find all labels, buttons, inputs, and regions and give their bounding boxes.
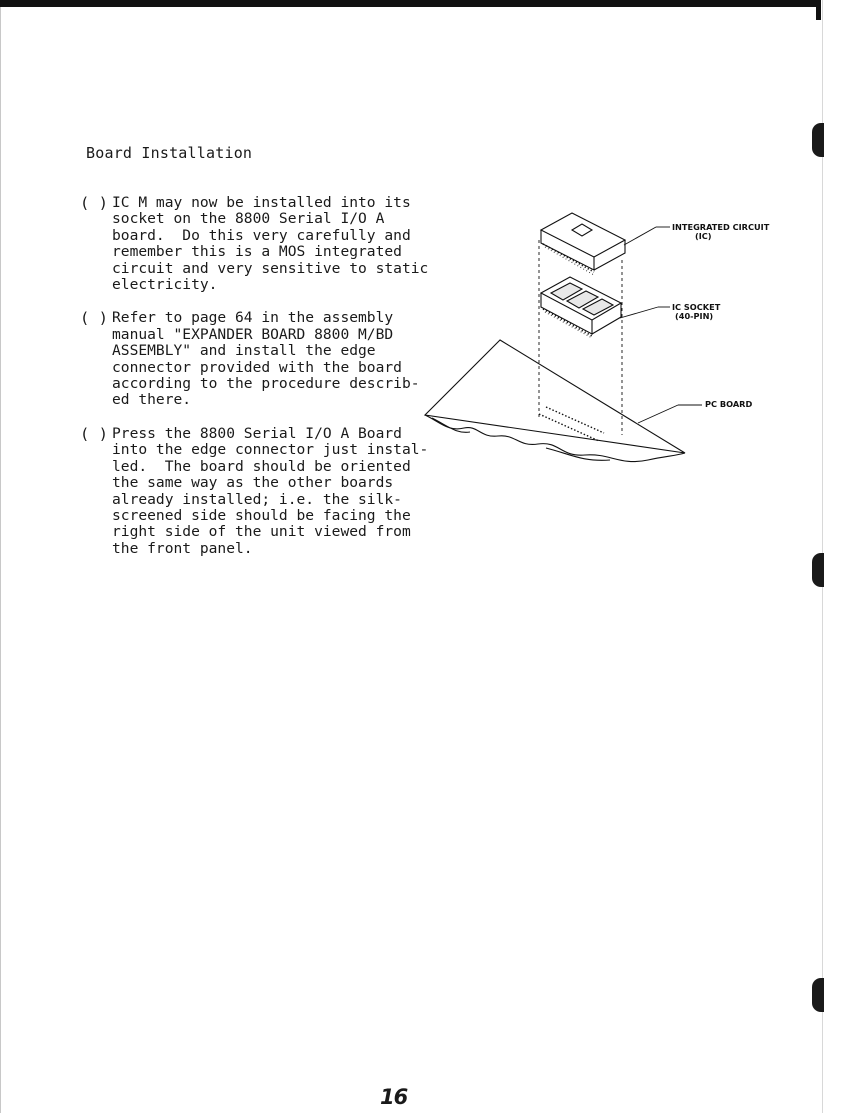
instruction-step <box>80 426 440 557</box>
binder-hole-mark <box>812 553 824 587</box>
top-rule <box>0 0 820 7</box>
step-text: Press the 8800 Serial I/O A Board into the edge connector just instal- led. The board should be oriented the same way as the other boards already installed; i.e. the silk- screened side should be facing the right side of the unit viewed from the front panel. <box>112 424 429 557</box>
step-checkbox: ( ) <box>80 194 108 212</box>
label-ic-abbreviation: (IC) <box>695 231 712 241</box>
step-checkbox: ( ) <box>80 424 108 443</box>
instruction-step <box>80 310 440 408</box>
label-ic-socket-pins: (40-PIN) <box>675 311 714 321</box>
label-integrated-circuit: INTEGRATED CIRCUIT <box>672 222 770 232</box>
step-checkbox: ( ) <box>80 309 108 328</box>
step-text: IC M may now be installed into its socket on the 8800 Serial I/O A board. Do this very carefully and remember this is a MOS integrated circuit and very sensitive to static electricity. <box>112 194 429 294</box>
step-text: Refer to page 64 in the assembly manual "EXPANDER BOARD 8800 M/BD ASSEMBLY" and install the edge connector provided with the board according to the procedure describ- ed there. <box>112 309 420 409</box>
integrated-circuit-shape <box>541 213 625 275</box>
ic-socket-shape <box>541 277 621 338</box>
label-pc-board: PC BOARD <box>705 399 753 409</box>
page-left-edge <box>0 7 1 1113</box>
page-number: 16 <box>380 1085 408 1109</box>
binder-hole-mark <box>812 123 824 157</box>
ic-installation-diagram <box>420 200 790 490</box>
instruction-step <box>80 195 440 293</box>
leader-lines <box>620 227 702 423</box>
section-title: Board Installation <box>86 144 253 162</box>
label-ic-socket: IC SOCKET <box>672 302 721 312</box>
top-rule-tick <box>816 0 821 20</box>
instruction-steps <box>80 195 440 574</box>
pc-board-shape <box>425 340 685 462</box>
diagram-svg <box>420 200 790 490</box>
binder-hole-mark <box>812 978 824 1012</box>
